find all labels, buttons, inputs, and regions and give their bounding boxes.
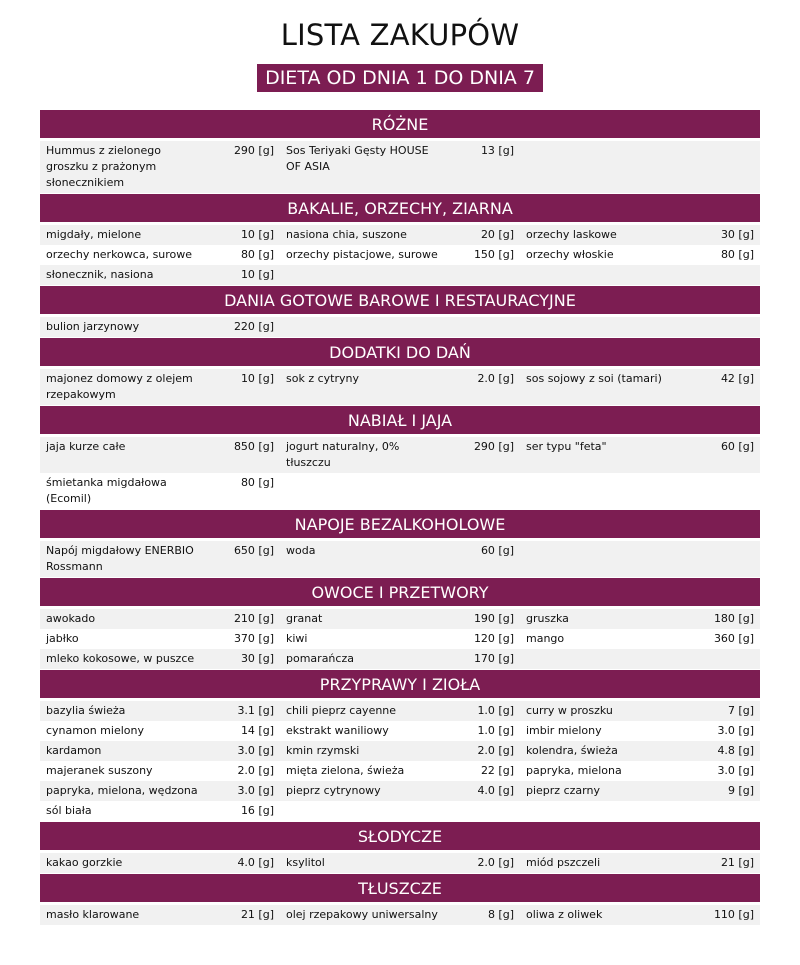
item-row xyxy=(40,649,760,669)
item-quantity: 21 [g] xyxy=(240,908,274,921)
item-quantity: 80 [g] xyxy=(240,248,274,261)
item-quantity: 850 [g] xyxy=(233,440,274,453)
item-quantity: 3.0 [g] xyxy=(237,784,274,797)
section-items xyxy=(40,606,760,670)
section-header: PRZYPRAWY I ZIOŁA xyxy=(40,670,760,698)
item-row xyxy=(40,437,760,473)
item-name: mięta zielona, świeża xyxy=(286,764,405,777)
item-name: śmietanka migdałowa (Ecomil) xyxy=(46,476,167,505)
list-item xyxy=(520,701,760,721)
item-row xyxy=(40,245,760,265)
list-section xyxy=(40,194,760,286)
item-quantity: 60 [g] xyxy=(480,544,514,557)
list-item xyxy=(40,781,280,801)
item-row xyxy=(40,609,760,629)
list-section xyxy=(40,874,760,926)
list-item xyxy=(520,225,760,245)
empty-cell xyxy=(280,801,520,821)
list-item xyxy=(40,649,280,669)
item-quantity: 3.0 [g] xyxy=(717,764,754,777)
item-quantity: 170 [g] xyxy=(473,652,514,665)
item-quantity: 180 [g] xyxy=(713,612,754,625)
list-section xyxy=(40,578,760,670)
item-row xyxy=(40,741,760,761)
item-quantity: 2.0 [g] xyxy=(237,764,274,777)
section-header: NABIAŁ I JAJA xyxy=(40,406,760,434)
list-item xyxy=(520,609,760,629)
list-item xyxy=(520,721,760,741)
item-name: ser typu "feta" xyxy=(526,440,607,453)
shopping-list xyxy=(40,110,760,926)
item-name: Napój migdałowy ENERBIO Rossmann xyxy=(46,544,194,573)
item-name: orzechy pistacjowe, surowe xyxy=(286,248,438,261)
list-item xyxy=(520,437,760,473)
item-name: Sos Teriyaki Gęsty HOUSE OF ASIA xyxy=(286,144,429,173)
section-items xyxy=(40,538,760,578)
empty-cell xyxy=(520,541,760,577)
item-name: awokado xyxy=(46,612,96,625)
item-name: majonez domowy z olejem rzepakowym xyxy=(46,372,193,401)
item-name: kardamon xyxy=(46,744,102,757)
list-item xyxy=(40,369,280,405)
section-header: TŁUSZCZE xyxy=(40,874,760,902)
item-quantity: 290 [g] xyxy=(233,144,274,157)
empty-cell xyxy=(520,317,760,337)
item-quantity: 210 [g] xyxy=(233,612,274,625)
item-quantity: 13 [g] xyxy=(480,144,514,157)
item-name: olej rzepakowy uniwersalny xyxy=(286,908,438,921)
item-quantity: 220 [g] xyxy=(233,320,274,333)
list-item xyxy=(280,609,520,629)
item-name: ksylitol xyxy=(286,856,325,869)
item-quantity: 9 [g] xyxy=(727,784,754,797)
list-item xyxy=(520,781,760,801)
item-row xyxy=(40,781,760,801)
list-item xyxy=(40,245,280,265)
list-item xyxy=(280,245,520,265)
item-name: bazylia świeża xyxy=(46,704,126,717)
empty-cell xyxy=(520,801,760,821)
empty-cell xyxy=(520,649,760,669)
list-item xyxy=(520,245,760,265)
list-item xyxy=(40,437,280,473)
item-quantity: 3.0 [g] xyxy=(237,744,274,757)
item-row xyxy=(40,721,760,741)
item-row xyxy=(40,473,760,509)
item-name: kiwi xyxy=(286,632,308,645)
item-row xyxy=(40,761,760,781)
item-name: curry w proszku xyxy=(526,704,613,717)
item-name: oliwa z oliwek xyxy=(526,908,603,921)
list-item xyxy=(280,781,520,801)
item-name: Hummus z zielonego groszku z prażonym słonecznikiem xyxy=(46,144,161,189)
item-name: słonecznik, nasiona xyxy=(46,268,154,281)
empty-cell xyxy=(280,317,520,337)
section-items xyxy=(40,434,760,510)
section-header: SŁODYCZE xyxy=(40,822,760,850)
item-name: migdały, mielone xyxy=(46,228,142,241)
diet-period-subtitle: DIETA OD DNIA 1 DO DNIA 7 xyxy=(257,64,543,92)
item-row xyxy=(40,225,760,245)
list-item xyxy=(40,265,280,285)
item-name: jogurt naturalny, 0% tłuszczu xyxy=(286,440,400,469)
list-section xyxy=(40,406,760,510)
item-quantity: 360 [g] xyxy=(713,632,754,645)
item-quantity: 80 [g] xyxy=(240,476,274,489)
item-quantity: 370 [g] xyxy=(233,632,274,645)
list-item xyxy=(40,801,280,821)
section-header: OWOCE I PRZETWORY xyxy=(40,578,760,606)
item-quantity: 60 [g] xyxy=(720,440,754,453)
empty-cell xyxy=(280,265,520,285)
item-quantity: 3.0 [g] xyxy=(717,724,754,737)
section-items xyxy=(40,698,760,822)
item-name: orzechy włoskie xyxy=(526,248,614,261)
list-item xyxy=(40,741,280,761)
list-item xyxy=(280,853,520,873)
list-section xyxy=(40,670,760,822)
item-quantity: 7 [g] xyxy=(727,704,754,717)
list-item xyxy=(280,437,520,473)
item-quantity: 1.0 [g] xyxy=(477,724,514,737)
item-row xyxy=(40,541,760,577)
list-item xyxy=(280,905,520,925)
item-quantity: 290 [g] xyxy=(473,440,514,453)
list-item xyxy=(520,761,760,781)
section-items xyxy=(40,314,760,338)
item-quantity: 2.0 [g] xyxy=(477,372,514,385)
section-header: DODATKI DO DAŃ xyxy=(40,338,760,366)
list-item xyxy=(280,369,520,405)
section-header: DANIA GOTOWE BAROWE I RESTAURACYJNE xyxy=(40,286,760,314)
list-item xyxy=(40,609,280,629)
section-header: RÓŻNE xyxy=(40,110,760,138)
item-quantity: 30 [g] xyxy=(240,652,274,665)
item-name: papryka, mielona xyxy=(526,764,622,777)
list-item xyxy=(280,541,520,577)
item-quantity: 80 [g] xyxy=(720,248,754,261)
section-items xyxy=(40,366,760,406)
item-quantity: 8 [g] xyxy=(487,908,514,921)
item-name: kakao gorzkie xyxy=(46,856,123,869)
item-row xyxy=(40,801,760,821)
item-name: pomarańcza xyxy=(286,652,354,665)
section-header: NAPOJE BEZALKOHOLOWE xyxy=(40,510,760,538)
list-item xyxy=(280,721,520,741)
empty-cell xyxy=(520,473,760,509)
item-row xyxy=(40,369,760,405)
item-quantity: 2.0 [g] xyxy=(477,744,514,757)
item-quantity: 110 [g] xyxy=(713,908,754,921)
item-quantity: 4.0 [g] xyxy=(237,856,274,869)
item-quantity: 16 [g] xyxy=(240,804,274,817)
list-item xyxy=(40,629,280,649)
list-item xyxy=(520,853,760,873)
item-name: sól biała xyxy=(46,804,92,817)
item-name: ekstrakt waniliowy xyxy=(286,724,389,737)
item-name: jaja kurze całe xyxy=(46,440,126,453)
item-row xyxy=(40,141,760,193)
list-section xyxy=(40,338,760,406)
item-quantity: 21 [g] xyxy=(720,856,754,869)
item-name: sos sojowy z soi (tamari) xyxy=(526,372,662,385)
item-quantity: 150 [g] xyxy=(473,248,514,261)
list-item xyxy=(40,317,280,337)
list-item xyxy=(520,629,760,649)
page-title: LISTA ZAKUPÓW xyxy=(280,18,520,52)
item-name: granat xyxy=(286,612,323,625)
list-item xyxy=(40,141,280,193)
item-quantity: 10 [g] xyxy=(240,372,274,385)
item-name: cynamon mielony xyxy=(46,724,144,737)
item-quantity: 120 [g] xyxy=(473,632,514,645)
item-name: gruszka xyxy=(526,612,569,625)
list-item xyxy=(520,741,760,761)
empty-cell xyxy=(520,265,760,285)
item-quantity: 1.0 [g] xyxy=(477,704,514,717)
subtitle-banner xyxy=(0,64,800,92)
item-name: mleko kokosowe, w puszce xyxy=(46,652,195,665)
list-item xyxy=(40,225,280,245)
item-quantity: 2.0 [g] xyxy=(477,856,514,869)
item-quantity: 3.1 [g] xyxy=(237,704,274,717)
list-item xyxy=(280,701,520,721)
list-item xyxy=(520,369,760,405)
item-quantity: 4.0 [g] xyxy=(477,784,514,797)
list-item xyxy=(40,853,280,873)
empty-cell xyxy=(520,141,760,193)
list-item xyxy=(40,541,280,577)
section-items xyxy=(40,222,760,286)
item-name: woda xyxy=(286,544,316,557)
list-item xyxy=(40,473,280,509)
list-item xyxy=(280,629,520,649)
item-quantity: 10 [g] xyxy=(240,228,274,241)
list-item xyxy=(280,141,520,193)
item-row xyxy=(40,317,760,337)
item-name: pieprz cytrynowy xyxy=(286,784,381,797)
item-quantity: 30 [g] xyxy=(720,228,754,241)
list-item xyxy=(520,905,760,925)
list-item xyxy=(280,761,520,781)
item-row xyxy=(40,265,760,285)
item-name: masło klarowane xyxy=(46,908,140,921)
list-item xyxy=(40,761,280,781)
item-name: miód pszczeli xyxy=(526,856,601,869)
item-quantity: 22 [g] xyxy=(480,764,514,777)
item-row xyxy=(40,629,760,649)
item-name: kolendra, świeża xyxy=(526,744,618,757)
item-name: nasiona chia, suszone xyxy=(286,228,407,241)
item-name: bulion jarzynowy xyxy=(46,320,140,333)
item-name: pieprz czarny xyxy=(526,784,600,797)
item-name: kmin rzymski xyxy=(286,744,360,757)
item-name: sok z cytryny xyxy=(286,372,359,385)
list-item xyxy=(280,225,520,245)
list-section xyxy=(40,110,760,194)
item-quantity: 10 [g] xyxy=(240,268,274,281)
item-quantity: 20 [g] xyxy=(480,228,514,241)
item-name: papryka, mielona, wędzona xyxy=(46,784,198,797)
list-section xyxy=(40,822,760,874)
item-name: imbir mielony xyxy=(526,724,602,737)
item-row xyxy=(40,853,760,873)
list-item xyxy=(40,721,280,741)
section-items xyxy=(40,850,760,874)
item-quantity: 14 [g] xyxy=(240,724,274,737)
item-name: orzechy laskowe xyxy=(526,228,617,241)
item-name: chili pieprz cayenne xyxy=(286,704,397,717)
item-row xyxy=(40,905,760,925)
list-item xyxy=(40,701,280,721)
item-name: mango xyxy=(526,632,565,645)
item-name: majeranek suszony xyxy=(46,764,153,777)
item-quantity: 42 [g] xyxy=(720,372,754,385)
item-quantity: 650 [g] xyxy=(233,544,274,557)
list-section xyxy=(40,286,760,338)
item-name: jabłko xyxy=(46,632,79,645)
list-item xyxy=(280,741,520,761)
item-name: orzechy nerkowca, surowe xyxy=(46,248,193,261)
section-items xyxy=(40,138,760,194)
item-row xyxy=(40,701,760,721)
section-header: BAKALIE, ORZECHY, ZIARNA xyxy=(40,194,760,222)
list-item xyxy=(40,905,280,925)
section-items xyxy=(40,902,760,926)
empty-cell xyxy=(280,473,520,509)
list-section xyxy=(40,510,760,578)
list-item xyxy=(280,649,520,669)
item-quantity: 4.8 [g] xyxy=(717,744,754,757)
item-quantity: 190 [g] xyxy=(473,612,514,625)
